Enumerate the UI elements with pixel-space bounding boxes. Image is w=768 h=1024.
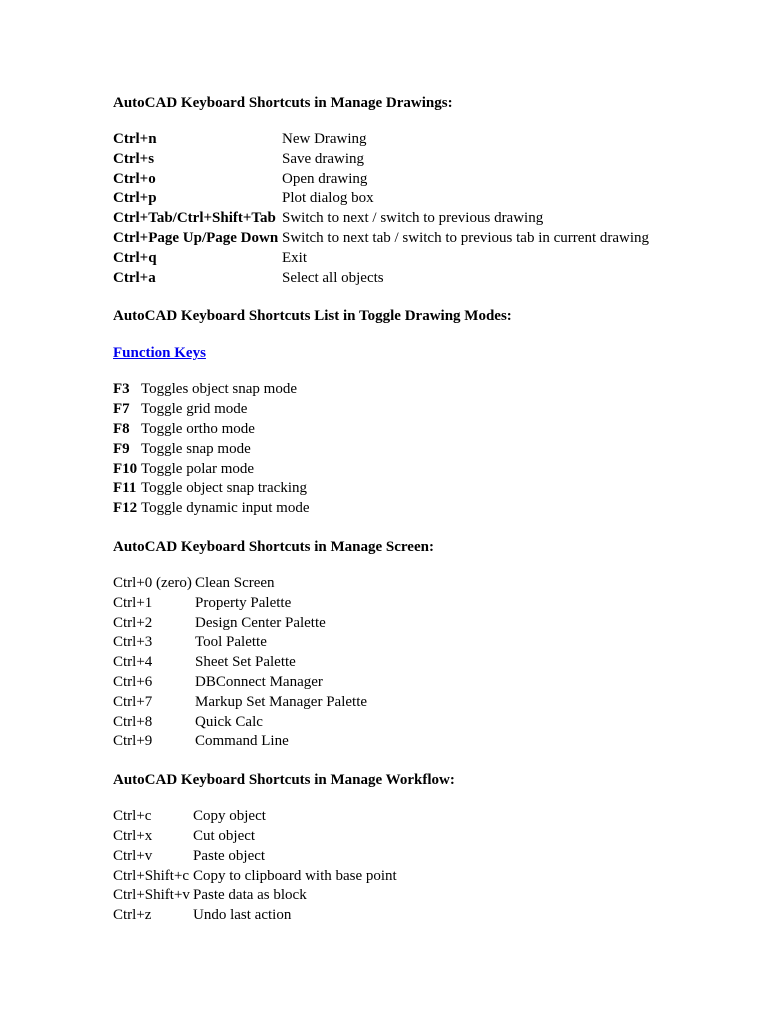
shortcut-row [113,673,733,693]
shortcut-row [113,150,733,170]
shortcut-key: Ctrl+Shift+v [113,887,190,904]
shortcut-row [113,867,733,887]
section-heading-toggle-modes: AutoCAD Keyboard Shortcuts List in Toggle Drawing Modes: [113,308,512,325]
shortcut-list-manage-workflow [113,807,733,926]
shortcut-row [113,380,733,400]
shortcut-row [113,479,733,499]
shortcut-description: Quick Calc [195,713,263,730]
shortcut-description: Clean Screen [195,574,275,591]
shortcut-row [113,400,733,420]
shortcut-key: Ctrl+2 [113,614,153,631]
shortcut-key: Ctrl+a [113,269,156,286]
shortcut-row [113,614,733,634]
shortcut-row [113,693,733,713]
shortcut-key: F3 [113,381,130,398]
shortcut-row [113,130,733,150]
shortcut-key: Ctrl+o [113,170,156,187]
shortcut-row [113,594,733,614]
shortcut-key: F9 [113,440,130,457]
shortcut-list-manage-drawings [113,130,733,288]
shortcut-row [113,653,733,673]
document-page [113,93,733,926]
shortcut-key: Ctrl+s [113,150,155,167]
shortcut-description: Toggle snap mode [141,440,251,457]
shortcut-key: Ctrl+Tab/Ctrl+Shift+Tab [113,210,276,227]
shortcut-row [113,847,733,867]
shortcut-description: Copy to clipboard with base point [193,867,397,884]
shortcut-row [113,170,733,190]
section-heading-manage-screen: AutoCAD Keyboard Shortcuts in Manage Screen: [113,538,434,555]
shortcut-key: Ctrl+v [113,847,153,864]
shortcut-row [113,574,733,594]
section-heading-manage-drawings: AutoCAD Keyboard Shortcuts in Manage Drawings: [113,95,453,111]
shortcut-description: Tool Palette [195,634,267,651]
shortcut-key: Ctrl+x [113,827,153,844]
shortcut-key: Ctrl+0 (zero) [113,574,192,591]
shortcut-key: Ctrl+z [113,907,152,924]
shortcut-row [113,633,733,653]
shortcut-description: Cut object [193,827,256,844]
shortcut-description: Toggle dynamic input mode [141,500,310,517]
shortcut-description: Copy object [193,808,266,825]
shortcut-key: Ctrl+9 [113,733,153,750]
shortcut-row [113,713,733,733]
shortcut-description: Design Center Palette [195,614,326,631]
shortcut-key: F10 [113,460,138,477]
shortcut-row [113,460,733,480]
shortcut-row [113,499,733,519]
shortcut-description: Paste object [193,847,266,864]
shortcut-description: Select all objects [282,269,384,286]
shortcut-list-function-keys [113,380,733,519]
shortcut-row [113,189,733,209]
shortcut-key: Ctrl+Shift+c [113,867,190,884]
shortcut-description: Toggle grid mode [141,401,248,418]
shortcut-key: F8 [113,420,130,437]
shortcut-description: Plot dialog box [282,190,374,207]
shortcut-description: Open drawing [282,170,368,187]
shortcut-row [113,440,733,460]
shortcut-row [113,732,733,752]
shortcut-description: Switch to next tab / switch to previous tab in current drawing [282,229,650,246]
shortcut-description: Toggle ortho mode [141,420,255,437]
shortcut-description: Toggle polar mode [141,460,255,477]
shortcut-key: Ctrl+7 [113,693,153,710]
shortcut-description: Sheet Set Palette [195,654,296,671]
shortcut-key: F12 [113,500,138,517]
shortcut-key: F11 [113,480,137,497]
shortcut-key: F7 [113,401,130,418]
shortcut-row [113,906,733,926]
shortcut-key: Ctrl+6 [113,673,153,690]
shortcut-row [113,807,733,827]
shortcut-row [113,249,733,269]
shortcut-key: Ctrl+q [113,249,157,266]
shortcut-row [113,229,733,249]
shortcut-description: Toggles object snap mode [141,381,297,398]
shortcut-key: Ctrl+1 [113,594,153,611]
shortcut-description: Save drawing [282,150,365,167]
shortcut-description: Undo last action [193,907,292,924]
shortcut-row [113,420,733,440]
shortcut-key: Ctrl+c [113,808,152,825]
shortcut-key: Ctrl+3 [113,634,153,651]
shortcut-description: Markup Set Manager Palette [195,693,368,710]
shortcut-row [113,886,733,906]
section-heading-manage-workflow: AutoCAD Keyboard Shortcuts in Manage Workflow: [113,772,455,789]
shortcut-description: Property Palette [195,594,292,611]
shortcut-key: Ctrl+8 [113,713,153,730]
shortcut-description: DBConnect Manager [195,673,323,690]
shortcut-list-manage-screen [113,574,733,752]
shortcut-key: Ctrl+n [113,131,157,147]
shortcut-row [113,209,733,229]
shortcut-key: Ctrl+p [113,190,157,207]
shortcut-row [113,827,733,847]
shortcut-description: Exit [282,249,307,266]
shortcut-description: New Drawing [282,131,367,147]
shortcut-description: Switch to next / switch to previous drawing [282,210,544,227]
shortcut-description: Command Line [195,733,289,750]
shortcut-description: Paste data as block [193,887,307,904]
shortcut-key: Ctrl+Page Up/Page Down [113,229,279,246]
shortcut-description: Toggle object snap tracking [141,480,307,497]
function-keys-link[interactable]: Function Keys [113,345,206,362]
shortcut-key: Ctrl+4 [113,654,153,671]
shortcut-row [113,269,733,289]
